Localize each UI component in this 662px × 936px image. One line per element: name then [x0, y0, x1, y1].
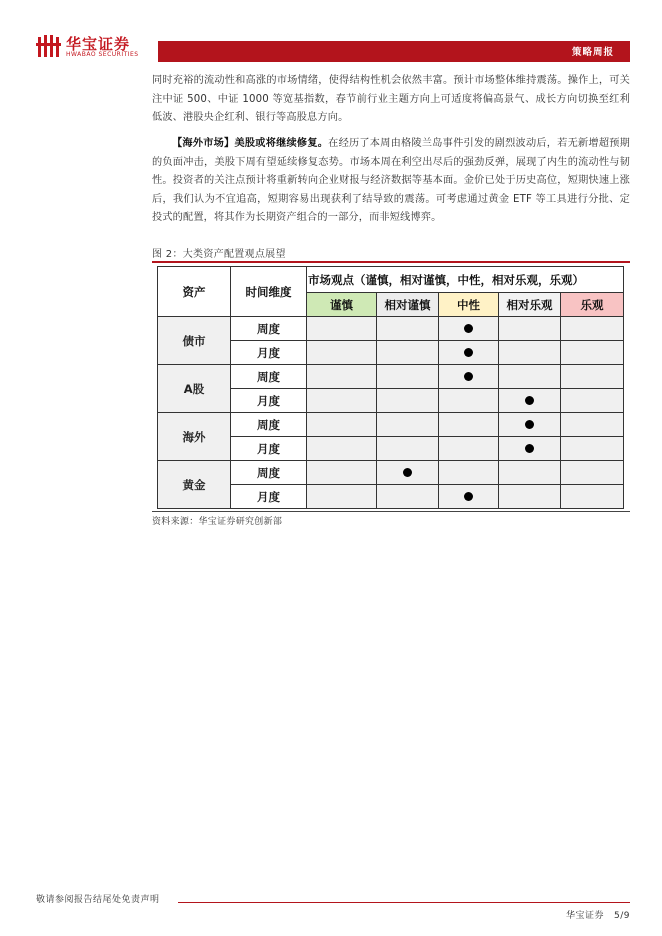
view-marker-dot [464, 372, 473, 381]
period-cell: 月度 [231, 437, 307, 461]
period-cell: 周度 [231, 461, 307, 485]
view-cell [561, 341, 624, 365]
footer-company: 华宝证券 [566, 911, 605, 921]
view-cell [499, 389, 561, 413]
period-cell: 周度 [231, 413, 307, 437]
table-row [158, 413, 624, 437]
view-cell [377, 389, 439, 413]
view-marker-dot [464, 324, 473, 333]
asset-cell: 黄金 [158, 461, 231, 509]
period-cell: 月度 [231, 389, 307, 413]
level-cautious: 谨慎 [307, 293, 377, 317]
level-relatively-optimistic: 相对乐观 [499, 293, 561, 317]
view-marker-dot [464, 348, 473, 357]
level-optimistic: 乐观 [561, 293, 624, 317]
view-cell [439, 485, 499, 509]
period-cell: 月度 [231, 341, 307, 365]
logo-text-en: HWABAO SECURITIES [66, 51, 139, 58]
asset-cell: 债市 [158, 317, 231, 365]
figure-title: 图 2：大类资产配置观点展望 [152, 249, 286, 260]
view-cell [377, 317, 439, 341]
table-row [158, 317, 624, 341]
figure-bottom-rule [152, 511, 630, 512]
view-cell [499, 485, 561, 509]
asset-cell: 海外 [158, 413, 231, 461]
table-row [158, 365, 624, 389]
view-cell [561, 365, 624, 389]
report-type-label: 策略周报 [571, 47, 614, 58]
view-cell [561, 461, 624, 485]
view-cell [377, 365, 439, 389]
period-cell: 月度 [231, 485, 307, 509]
view-cell [439, 413, 499, 437]
view-cell [561, 317, 624, 341]
period-cell: 周度 [231, 365, 307, 389]
view-cell [307, 461, 377, 485]
view-cell [561, 437, 624, 461]
view-cell [377, 485, 439, 509]
header-asset: 资产 [158, 267, 231, 317]
view-marker-dot [525, 396, 534, 405]
footer-rule [178, 902, 630, 903]
view-cell [307, 365, 377, 389]
footer-page-info [556, 908, 630, 921]
view-cell [377, 437, 439, 461]
view-cell [561, 389, 624, 413]
view-cell [377, 461, 439, 485]
table-row [158, 461, 624, 485]
header-period: 时间维度 [231, 267, 307, 317]
figure-source: 资料来源：华宝证券研究创新部 [152, 517, 283, 527]
view-cell [499, 413, 561, 437]
view-cell [439, 365, 499, 389]
header-bar [158, 41, 630, 62]
paragraph-body-text: 在经历了本周由格陵兰岛事件引发的剧烈波动后，若无新增超预期的负面冲击，美股下周有望延续修复态势。市场本周在利空出尽后的强劲反弹，展现了内生的流动性与韧性。投资者的关注点预计将重新转向企业财报与经济数据等基本面。金价已处于历史高位，短期快速上涨后，我们认为不宜追高，短期容易出现获利了结导致的震荡。可考虑通过黄金 ETF 等工具进行分批、定投式的配置，将其作为长期资产组合的一部分，而非短线博弈。 [152, 138, 630, 223]
view-cell [439, 389, 499, 413]
view-cell [561, 485, 624, 509]
view-marker-dot [525, 420, 534, 429]
view-cell [499, 341, 561, 365]
asset-cell: A股 [158, 365, 231, 413]
view-cell [377, 341, 439, 365]
view-cell [307, 437, 377, 461]
view-cell [439, 317, 499, 341]
page-number: 5/9 [614, 911, 630, 921]
view-marker-dot [525, 444, 534, 453]
paragraph-lead-heading: 【海外市场】美股或将继续修复。 [172, 138, 329, 149]
view-marker-dot [403, 468, 412, 477]
asset-allocation-table [157, 266, 624, 509]
level-relatively-cautious: 相对谨慎 [377, 293, 439, 317]
view-cell [499, 437, 561, 461]
body-paragraph-2 [152, 135, 630, 228]
view-cell [439, 461, 499, 485]
view-cell [307, 341, 377, 365]
header-market-view: 市场观点（谨慎，相对谨慎，中性，相对乐观，乐观） [307, 267, 624, 293]
figure-top-rule [152, 261, 630, 263]
view-marker-dot [464, 492, 473, 501]
huabao-logo-icon [36, 33, 62, 59]
view-cell [307, 485, 377, 509]
period-cell: 周度 [231, 317, 307, 341]
view-cell [307, 389, 377, 413]
company-logo [36, 33, 154, 59]
view-cell [307, 317, 377, 341]
level-neutral: 中性 [439, 293, 499, 317]
view-cell [439, 437, 499, 461]
body-paragraph-1: 同时充裕的流动性和高涨的市场情绪，使得结构性机会依然丰富。预计市场整体维持震荡。操作上，可关注中证 500、中证 1000 等宽基指数，春节前行业主题方向上可适度将偏高景气、成长方向切换至红利低波、港股央企红利、银行等高股息方向。 [152, 75, 630, 123]
view-cell [499, 461, 561, 485]
view-cell [561, 413, 624, 437]
logo-text-cn: 华宝证券 [66, 35, 131, 53]
view-cell [377, 413, 439, 437]
view-cell [499, 365, 561, 389]
view-cell [439, 341, 499, 365]
view-cell [307, 413, 377, 437]
footer-disclaimer: 敬请参阅报告结尾处免责声明 [36, 895, 160, 905]
view-cell [499, 317, 561, 341]
